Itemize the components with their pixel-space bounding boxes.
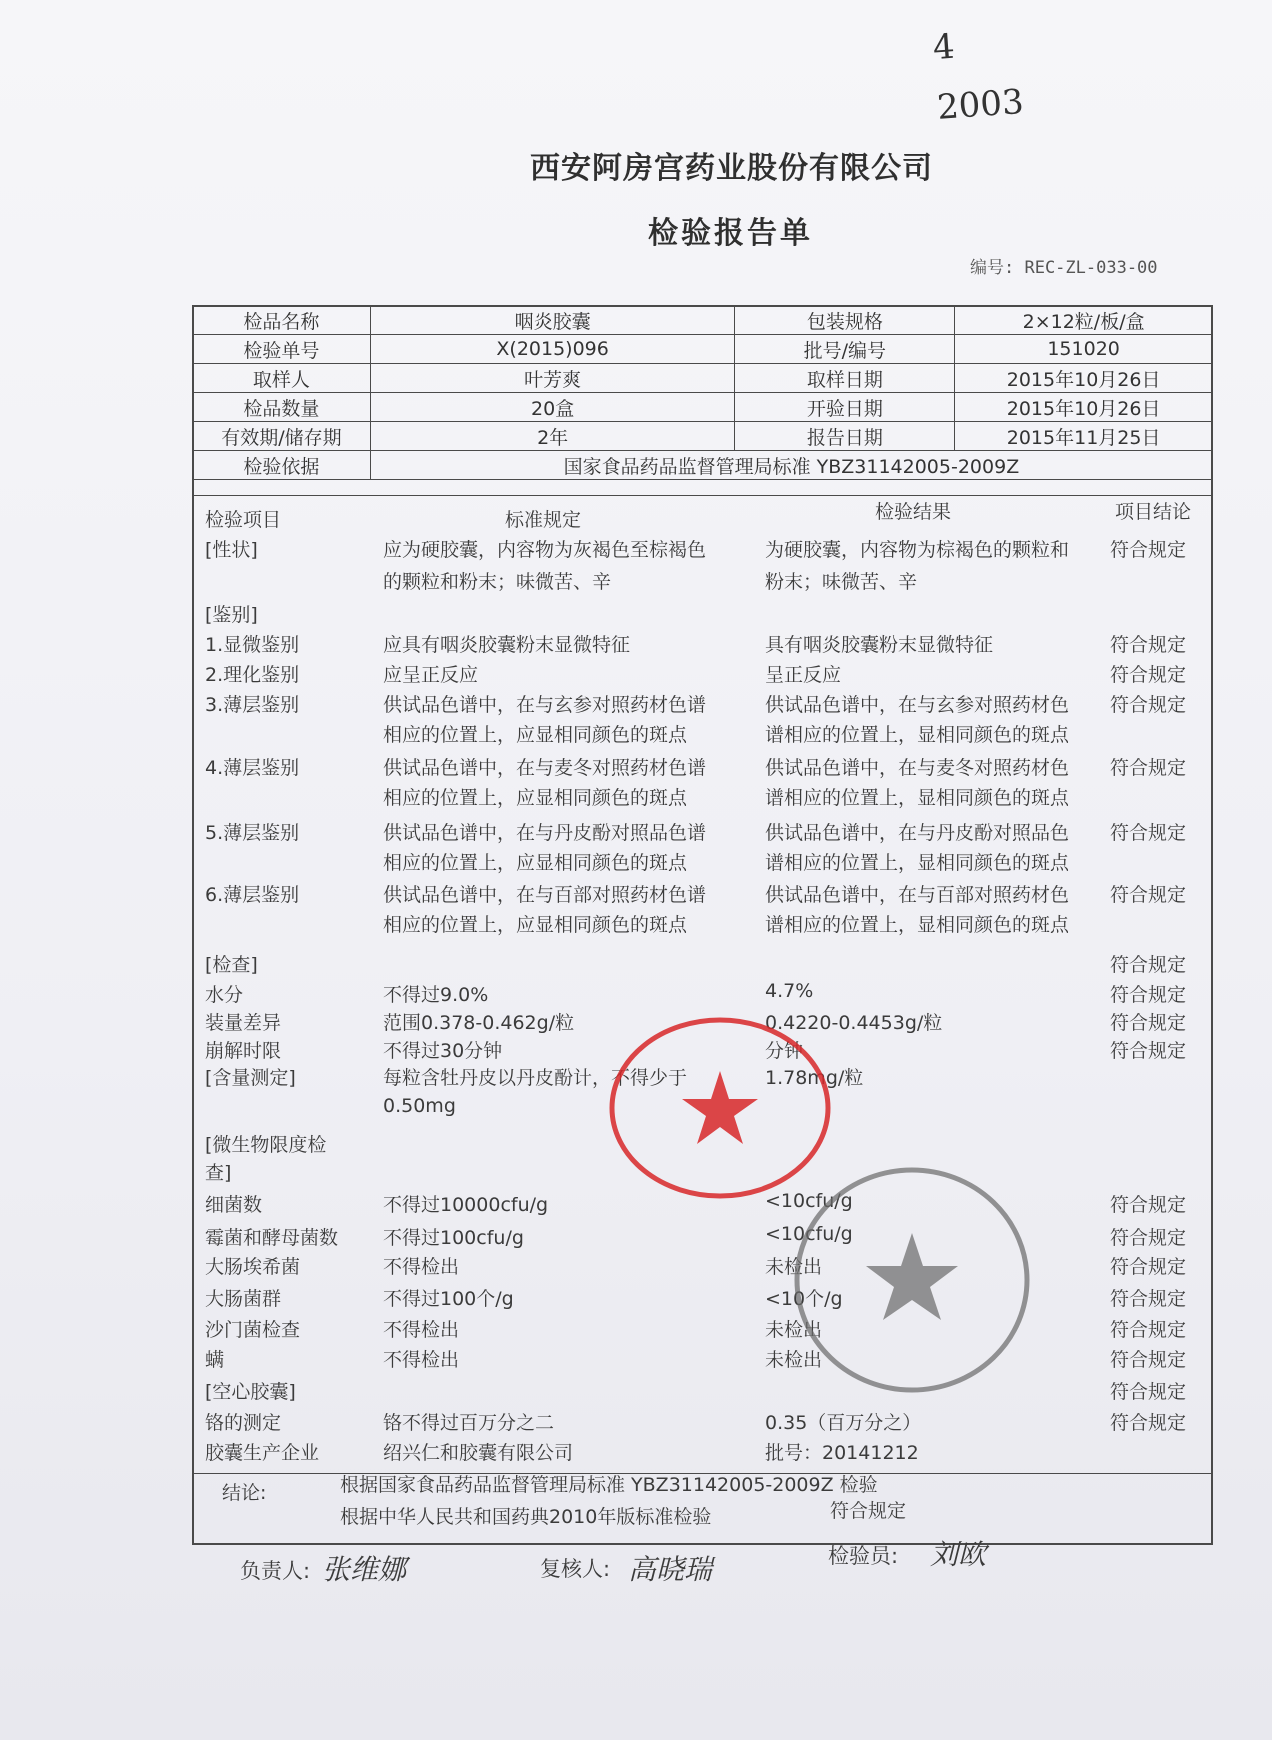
row-standard: 不得检出 [383,1319,460,1341]
row-item: 2.理化鉴别 [205,664,300,686]
row-standard: 相应的位置上，应显相同颜色的斑点 [383,787,688,809]
row-standard: 相应的位置上，应显相同颜色的斑点 [383,724,688,746]
company-name: 西安阿房宫药业股份有限公司 [530,151,933,186]
handwritten-note-top: 4 2003 [931,26,1025,128]
row-result: 谱相应的位置上，显相同颜色的斑点 [765,724,1070,746]
row-standard: 供试品色谱中，在与百部对照药材色谱 [383,884,707,906]
company-seal-icon [605,1013,835,1203]
column-header-result: 检验结果 [875,501,952,523]
row-result: 分钟 [765,1040,804,1062]
row-standard: 绍兴仁和胶囊有限公司 [383,1442,574,1464]
report-title: 检验报告单 [648,216,813,251]
info-table [192,305,1213,480]
row-item: 1.显微鉴别 [205,634,300,656]
row-result: 供试品色谱中，在与麦冬对照药材色 [765,757,1070,779]
row-conclusion: 符合规定 [1110,757,1187,779]
sample-date: 2015年10月26日 [955,364,1213,393]
row-conclusion: 符合规定 [1110,1381,1187,1403]
row-result: 未检出 [765,1349,823,1371]
row-conclusion: 符合规定 [1110,1288,1187,1310]
row-item: 细菌数 [205,1194,263,1216]
info-row [193,393,1213,422]
row-result: 批号：20141212 [765,1442,919,1464]
conclusion-line: 根据国家食品药品监督管理局标准 YBZ31142005-2009Z 检验 [340,1474,878,1496]
info-label: 批号/编号 [735,335,955,364]
info-label: 开验日期 [735,393,955,422]
row-result: 0.4220-0.4453g/粒 [765,1012,943,1034]
row-item: [含量测定] [205,1067,296,1089]
info-label: 取样人 [193,364,371,393]
row-conclusion: 符合规定 [1110,1319,1187,1341]
document-code: 编号: REC-ZL-033-00 [970,258,1158,278]
row-standard: 不得检出 [383,1349,460,1371]
row-standard: 每粒含牡丹皮以丹皮酚计，不得少于 [383,1067,688,1089]
row-conclusion: 符合规定 [1110,1227,1187,1249]
info-row [193,335,1213,364]
row-item: [鉴别] [205,604,258,626]
row-result: 1.78mg/粒 [765,1067,864,1089]
row-standard: 应呈正反应 [383,664,479,686]
package-spec: 2×12粒/板/盒 [955,306,1213,335]
info-row [193,306,1213,335]
info-label: 报告日期 [735,422,955,451]
row-conclusion: 符合规定 [1110,884,1187,906]
row-item: 装量差异 [205,1012,282,1034]
column-header-conclusion: 项目结论 [1115,501,1192,523]
row-conclusion: 符合规定 [1110,1412,1187,1434]
row-item: [检查] [205,954,258,976]
info-label: 检验依据 [193,451,371,480]
row-standard: 供试品色谱中，在与玄参对照药材色谱 [383,694,707,716]
row-result: 0.35（百万分之） [765,1412,922,1434]
row-item: 霉菌和酵母菌数 [205,1227,339,1249]
row-conclusion: 符合规定 [1110,664,1187,686]
info-label: 有效期/储存期 [193,422,371,451]
conclusion-result: 符合规定 [830,1500,907,1522]
start-date: 2015年10月26日 [955,393,1213,422]
column-header-standard: 标准规定 [505,509,582,531]
row-item: 4.薄层鉴别 [205,757,300,779]
row-result: <10cfu/g [765,1223,853,1245]
row-standard: 的颗粒和粉末；味微苦、辛 [383,571,612,593]
row-standard: 不得过10000cfu/g [383,1194,549,1216]
info-row [193,364,1213,393]
row-result: 具有咽炎胶囊粉末显微特征 [765,634,994,656]
divider [192,495,1213,496]
row-item: [性状] [205,539,258,561]
info-label: 检品数量 [193,393,371,422]
row-conclusion: 符合规定 [1110,1012,1187,1034]
row-result: 供试品色谱中，在与玄参对照药材色 [765,694,1070,716]
row-result: <10cfu/g [765,1190,853,1212]
row-conclusion: 符合规定 [1110,539,1187,561]
row-result: 未检出 [765,1256,823,1278]
row-conclusion: 符合规定 [1110,1040,1187,1062]
row-conclusion: 符合规定 [1110,954,1187,976]
signature-inspector: 刘欧 [930,1538,987,1571]
row-conclusion: 符合规定 [1110,634,1187,656]
signature-label: 负责人: [240,1559,311,1583]
row-result: 4.7% [765,980,814,1002]
row-conclusion: 符合规定 [1110,1256,1187,1278]
row-conclusion: 符合规定 [1110,1349,1187,1371]
row-standard: 不得过100个/g [383,1288,514,1310]
row-item: 水分 [205,984,244,1006]
row-result: 谱相应的位置上，显相同颜色的斑点 [765,787,1070,809]
sample-quantity: 20盒 [370,393,735,422]
qc-seal-icon [790,1163,1035,1398]
row-result: 呈正反应 [765,664,842,686]
row-conclusion: 符合规定 [1110,822,1187,844]
row-standard: 不得过100cfu/g [383,1227,524,1249]
conclusion-label: 结论: [222,1482,267,1504]
signature-head: 张维娜 [322,1553,407,1586]
info-label: 包装规格 [735,306,955,335]
report-date: 2015年11月25日 [955,422,1213,451]
row-standard: 相应的位置上，应显相同颜色的斑点 [383,852,688,874]
row-standard: 供试品色谱中，在与麦冬对照药材色谱 [383,757,707,779]
row-standard: 范围0.378-0.462g/粒 [383,1012,575,1034]
signature-reviewer: 高晓瑞 [628,1553,713,1586]
validity-period: 2年 [370,422,735,451]
row-conclusion: 符合规定 [1110,694,1187,716]
row-result: 为硬胶囊，内容物为棕褐色的颗粒和 [765,539,1070,561]
row-item: 6.薄层鉴别 [205,884,300,906]
batch-number: 151020 [955,335,1213,364]
column-header-item: 检验项目 [205,509,282,531]
row-item: 查] [205,1162,232,1184]
info-label: 检品名称 [193,306,371,335]
row-standard: 应具有咽炎胶囊粉末显微特征 [383,634,631,656]
row-standard: 0.50mg [383,1095,456,1117]
info-label: 检验单号 [193,335,371,364]
order-number: X(2015)096 [370,335,735,364]
row-result: 粉末；味微苦、辛 [765,571,918,593]
row-item: 大肠埃希菌 [205,1256,301,1278]
row-result: 供试品色谱中，在与百部对照药材色 [765,884,1070,906]
row-item: [微生物限度检 [205,1134,327,1156]
row-result: 谱相应的位置上，显相同颜色的斑点 [765,914,1070,936]
info-row [193,451,1213,480]
row-standard: 相应的位置上，应显相同颜色的斑点 [383,914,688,936]
row-result: 未检出 [765,1319,823,1341]
info-label: 取样日期 [735,364,955,393]
row-result: <10个/g [765,1288,843,1310]
inspection-basis: 国家食品药品监督管理局标准 YBZ31142005-2009Z [370,451,1212,480]
row-item: 胶囊生产企业 [205,1442,320,1464]
signature-label: 检验员: [828,1544,899,1568]
signature-label: 复核人: [540,1557,611,1581]
row-standard: 铬不得过百万分之二 [383,1412,555,1434]
row-item: 大肠菌群 [205,1288,282,1310]
row-conclusion: 符合规定 [1110,984,1187,1006]
row-conclusion: 符合规定 [1110,1194,1187,1216]
row-item: 螨 [205,1349,225,1371]
info-row [193,422,1213,451]
row-item: 铬的测定 [205,1412,282,1434]
row-standard: 供试品色谱中，在与丹皮酚对照品色谱 [383,822,707,844]
row-item: [空心胶囊] [205,1381,296,1403]
product-name: 咽炎胶囊 [370,306,735,335]
row-item: 3.薄层鉴别 [205,694,300,716]
row-item: 沙门菌检查 [205,1319,301,1341]
row-item: 崩解时限 [205,1040,282,1062]
row-result: 供试品色谱中，在与丹皮酚对照品色 [765,822,1070,844]
row-standard: 不得检出 [383,1256,460,1278]
row-standard: 不得过9.0% [383,984,489,1006]
row-result: 谱相应的位置上，显相同颜色的斑点 [765,852,1070,874]
row-item: 5.薄层鉴别 [205,822,300,844]
conclusion-line: 根据中华人民共和国药典2010年版标准检验 [340,1506,712,1528]
row-standard: 不得过30分钟 [383,1040,503,1062]
row-standard: 应为硬胶囊，内容物为灰褐色至棕褐色 [383,539,707,561]
sampler-name: 叶芳爽 [370,364,735,393]
